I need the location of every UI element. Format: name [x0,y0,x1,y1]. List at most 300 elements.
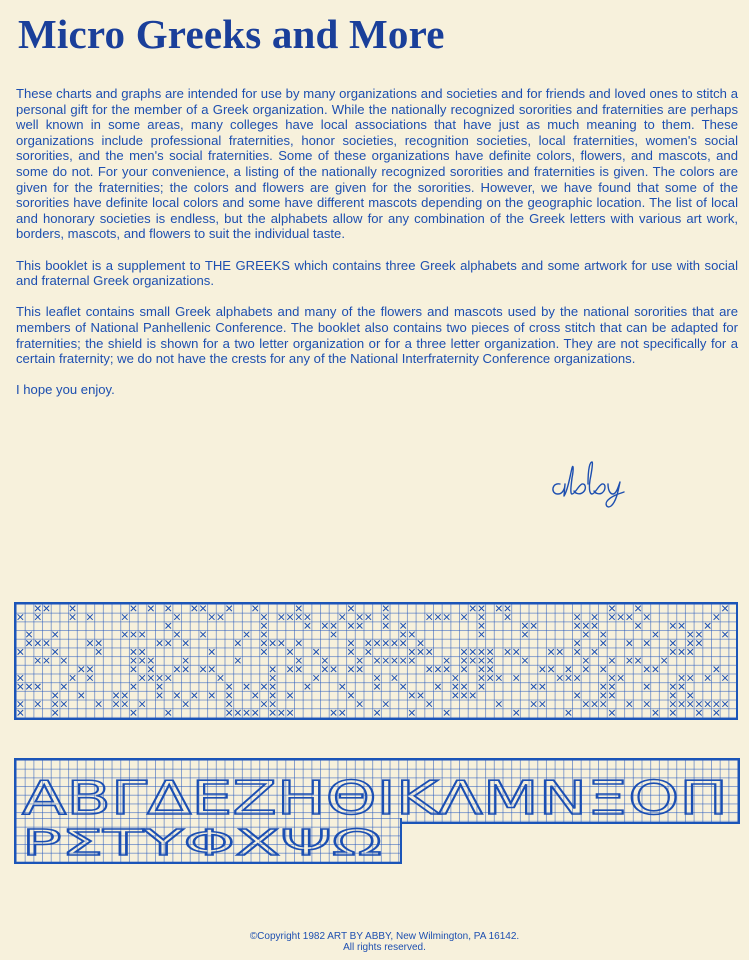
cross-stitch-mark [261,614,267,620]
cross-stitch-mark [340,614,346,620]
cross-stitch-mark [279,640,285,646]
cross-stitch-mark [18,614,24,620]
cross-stitch-mark [635,623,641,629]
cross-stitch-mark [313,675,319,681]
cross-stitch-mark [679,684,685,690]
cross-stitch-mark [148,606,154,612]
cross-stitch-mark [322,658,328,664]
cross-stitch-mark [113,693,119,699]
cross-stitch-mark [357,701,363,707]
cross-stitch-mark [166,623,172,629]
copyright-line: ©Copyright 1982 ART BY ABBY, New Wilmington, PA 16142. [249,931,520,942]
cross-stitch-mark [26,640,32,646]
cross-stitch-mark [688,693,694,699]
cross-stitch-mark [574,614,580,620]
cross-stitch-mark [348,640,354,646]
cross-stitch-mark [635,658,641,664]
cross-stitch-mark [122,614,128,620]
cross-stitch-mark [148,675,154,681]
cross-stitch-mark [52,632,58,638]
cross-stitch-mark [183,640,189,646]
cross-stitch-mark [444,658,450,664]
cross-stitch-mark [409,658,415,664]
cross-stitch-mark [470,606,476,612]
cross-stitch-mark [557,649,563,655]
cross-stitch-mark [679,675,685,681]
cross-stitch-mark [287,649,293,655]
cross-stitch-mark [409,710,415,716]
cross-stitch-mark [366,640,372,646]
cross-stitch-mark [548,649,554,655]
cross-stitch-mark [35,606,41,612]
cross-stitch-mark [331,632,337,638]
alphabet-row-2: PΣTYΦXΨΩ [22,823,382,864]
cross-stitch-mark [392,658,398,664]
cross-stitch-mark [548,667,554,673]
cross-stitch-mark [679,623,685,629]
cross-stitch-mark [644,640,650,646]
cross-stitch-mark [400,684,406,690]
cross-stitch-mark [688,701,694,707]
cross-stitch-mark [296,640,302,646]
cross-stitch-mark [444,667,450,673]
cross-stitch-mark [618,614,624,620]
cross-stitch-mark [174,693,180,699]
cross-stitch-mark [200,632,206,638]
intro-text [16,86,738,413]
cross-stitch-mark [461,667,467,673]
cross-stitch-mark [670,701,676,707]
cross-stitch-mark [139,649,145,655]
cross-stitch-mark [574,623,580,629]
cross-stitch-mark [209,693,215,699]
cross-stitch-mark [496,701,502,707]
cross-stitch-mark [18,675,24,681]
cross-stitch-mark [479,658,485,664]
cross-stitch-mark [357,658,363,664]
cross-stitch-mark [479,675,485,681]
cross-stitch-mark [540,684,546,690]
cross-stitch-mark [340,684,346,690]
cross-stitch-mark [270,640,276,646]
cross-stitch-mark [340,710,346,716]
cross-stitch-mark [18,701,24,707]
cross-stitch-mark [644,667,650,673]
cross-stitch-mark [61,684,67,690]
cross-stitch-mark [644,614,650,620]
cross-stitch-mark [87,614,93,620]
cross-stitch-mark [714,667,720,673]
cross-stitch-mark [540,701,546,707]
cross-stitch-mark [696,632,702,638]
cross-stitch-mark [487,667,493,673]
cross-stitch-mark [670,710,676,716]
cross-stitch-mark [348,667,354,673]
cross-stitch-mark [496,606,502,612]
cross-stitch-mark [627,701,633,707]
cross-stitch-mark [679,701,685,707]
cross-stitch-mark [226,693,232,699]
cross-stitch-mark [427,667,433,673]
cross-stitch-mark [44,606,50,612]
cross-stitch-mark [583,623,589,629]
cross-stitch-mark [61,658,67,664]
cross-stitch-mark [166,675,172,681]
cross-stitch-mark [574,693,580,699]
cross-stitch-mark [487,649,493,655]
cross-stitch-mark [244,684,250,690]
cross-stitch-mark [200,667,206,673]
cross-stitch-mark [609,606,615,612]
cross-stitch-mark [461,649,467,655]
cross-stitch-mark [574,649,580,655]
cross-stitch-mark [522,623,528,629]
cross-stitch-mark [653,632,659,638]
greek-alphabet-chart [14,758,738,864]
cross-stitch-mark [79,667,85,673]
cross-stitch-mark [122,693,128,699]
cross-stitch-mark [670,649,676,655]
cross-stitch-mark [70,606,76,612]
cross-stitch-mark [374,684,380,690]
cross-stitch-mark [183,701,189,707]
cross-stitch-mark [96,640,102,646]
cross-stitch-mark [592,614,598,620]
cross-stitch-mark [113,701,119,707]
cross-stitch-mark [18,710,24,716]
cross-stitch-mark [70,675,76,681]
cross-stitch-mark [296,614,302,620]
cross-stitch-marks [16,604,736,718]
cross-stitch-mark [270,675,276,681]
cross-stitch-mark [261,632,267,638]
cross-stitch-mark [96,649,102,655]
cross-stitch-mark [435,667,441,673]
cross-stitch-mark [218,675,224,681]
cross-stitch-mark [166,640,172,646]
cross-stitch-mark [479,632,485,638]
cross-stitch-mark [705,623,711,629]
cross-stitch-mark [383,606,389,612]
cross-stitch-mark [131,632,137,638]
cross-stitch-mark [531,623,537,629]
cross-stitch-mark [244,632,250,638]
cross-stitch-mark [18,649,24,655]
cross-stitch-mark [531,684,537,690]
cross-stitch-mark [566,667,572,673]
cross-stitch-mark [722,701,728,707]
cross-stitch-mark [287,693,293,699]
cross-stitch-mark [139,632,145,638]
cross-stitch-mark [374,640,380,646]
cross-stitch-mark [461,693,467,699]
cross-stitch-mark [52,710,58,716]
cross-stitch-mark [409,693,415,699]
cross-stitch-mark [96,701,102,707]
cross-stitch-mark [714,614,720,620]
cross-stitch-mark [522,658,528,664]
cross-stitch-mark [661,658,667,664]
cross-stitch-mark [714,701,720,707]
cross-stitch-mark [348,649,354,655]
cross-stitch-mark [479,649,485,655]
cross-stitch-mark [505,606,511,612]
cross-stitch-mark [427,701,433,707]
cross-stitch-mark [261,684,267,690]
cross-stitch-mark [722,606,728,612]
cross-stitch-mark [670,640,676,646]
cross-stitch-mark [453,675,459,681]
cross-stitch-mark [644,701,650,707]
cross-stitch-mark [392,640,398,646]
alphabet-row-1: ABΓΔEZHΘIKΛMNΞOΠ [22,771,728,825]
cross-stitch-mark [574,675,580,681]
cross-stitch-mark [270,701,276,707]
cross-stitch-mark [79,693,85,699]
cross-stitch-mark [131,649,137,655]
cross-stitch-mark [427,649,433,655]
cross-stitch-mark [444,614,450,620]
cross-stitch-mark [653,667,659,673]
cross-stitch-mark [583,632,589,638]
cross-stitch-mark [296,658,302,664]
cross-stitch-mark [601,640,607,646]
cross-stitch-mark [235,658,241,664]
cross-stitch-mark [696,710,702,716]
cross-stitch-mark [383,640,389,646]
cross-stitch-mark [131,667,137,673]
cross-stitch-mark [435,684,441,690]
cross-stitch-mark [383,614,389,620]
cross-stitch-mark [192,693,198,699]
signature-abby [548,456,648,508]
cross-stitch-mark [296,606,302,612]
cross-stitch-mark [131,710,137,716]
cross-stitch-mark [601,632,607,638]
cross-stitch-mark [583,701,589,707]
cross-stitch-mark [322,623,328,629]
cross-stitch-mark [383,701,389,707]
cross-stitch-mark [305,614,311,620]
cross-stitch-mark [131,658,137,664]
cross-stitch-mark [253,606,259,612]
cross-stitch-mark [226,710,232,716]
paragraph-leaflet: This leaflet contains small Greek alphabets and many of the flowers and mascots used by the national sororities that are members of National Panhellenic Conference. The booklet also contains two pieces of cross stitch that can be adapted for fraternities; the shield is shown for a two letter organization or for a three letter organization. They are not specifically for a certain fraternity; we do not have the crests for any of the National Interfraternity Conference organizations. [16,304,738,367]
cross-stitch-mark [592,701,598,707]
copyright-footer [0,931,749,953]
cross-stitch-mark [183,658,189,664]
cross-stitch-mark [722,632,728,638]
cross-stitch-mark [583,658,589,664]
cross-stitch-mark [418,693,424,699]
cross-stitch-mark [453,684,459,690]
cross-stitch-mark [244,710,250,716]
cross-stitch-mark [139,658,145,664]
cross-stitch-mark [61,701,67,707]
cross-stitch-mark [583,667,589,673]
paragraph-intro: These charts and graphs are intended for use by many organizations and societies and for friends and loved ones to stitch a personal gift for the member of a Greek organization. While the nationally recognized sororities and fraternities are perhaps well known in some areas, many colleges have local associations that have just as much meaning to them. These organizations include professional fraternities, honor societies, recognition societies, local fraternities, women's social sororities, and the men's social fraternities. Some of these organizations have definite colors, flowers, and mascots, and some do not. For your convenience, a listing of the nationally recognized sororities and fraternities is given. The colors are given for the fraternities; the colors and flowers are given for the sororities. However, we have found that some of the sororities have definite local colors and some have different mascots depending on the geographic location. The list of local and honorary societies is endless, but the alphabets allow for any combination of the Greek letters with various art work, borders, mascots, and flowers to suit the individual taste. [16,86,738,242]
cross-stitch-mark [705,675,711,681]
cross-stitch-mark [331,710,337,716]
cross-stitch-mark [574,640,580,646]
cross-stitch-mark [470,693,476,699]
rights-line: All rights reserved. [343,942,426,953]
cross-stitch-mark [183,667,189,673]
cross-stitch-mark [418,649,424,655]
cross-stitch-mark [35,658,41,664]
cross-stitch-mark [540,667,546,673]
cross-stitch-mark [601,701,607,707]
cross-stitch-mark [18,684,24,690]
cross-stitch-mark [226,701,232,707]
cross-stitch-mark [287,710,293,716]
cross-stitch-mark [35,614,41,620]
cross-stitch-mark [313,649,319,655]
cross-stitch-mark [366,614,372,620]
cross-stitch-mark [331,667,337,673]
cross-stitch-mark [688,675,694,681]
cross-stitch-mark [635,606,641,612]
cross-stitch-mark [235,640,241,646]
cross-stitch-mark [287,667,293,673]
cross-stitch-mark [122,701,128,707]
cross-stitch-mark [52,693,58,699]
cross-stitch-mark [418,640,424,646]
cross-stitch-mark [400,658,406,664]
cross-stitch-mark [261,623,267,629]
cross-stitch-mark [470,658,476,664]
cross-stitch-mark [209,614,215,620]
cross-stitch-mark [487,675,493,681]
cross-stitch-mark [226,606,232,612]
cross-stitch-mark [296,667,302,673]
cross-stitch-mark [557,675,563,681]
cross-stitch-mark [148,667,154,673]
cross-stitch-mark [157,684,163,690]
cross-stitch-mark [592,649,598,655]
cross-stitch-mark [609,658,615,664]
cross-stitch-mark [514,675,520,681]
cross-stitch-mark [52,649,58,655]
cross-stitch-mark [139,675,145,681]
cross-stitch-mark [566,710,572,716]
cross-stitch-mark [531,701,537,707]
cross-stitch-mark [261,649,267,655]
cross-stitch-mark [496,675,502,681]
cross-stitch-mark [453,693,459,699]
cross-stitch-mark [157,675,163,681]
cross-stitch-mark [209,667,215,673]
cross-stitch-mark [705,701,711,707]
cross-stitch-mark [357,623,363,629]
cross-stitch-mark [218,614,224,620]
cross-stitch-mark [348,623,354,629]
cross-stitch-mark [609,710,615,716]
cross-stitch-mark [444,710,450,716]
cross-stitch-mark [409,649,415,655]
cross-stitch-mark [35,684,41,690]
cross-stitch-mark [26,632,32,638]
cross-stitch-mark [174,667,180,673]
cross-stitch-mark [696,640,702,646]
cross-stitch-mark [157,640,163,646]
cross-stitch-mark [261,640,267,646]
cross-stitch-mark [461,658,467,664]
cross-stitch-mark [479,606,485,612]
cross-stitch-mark [505,614,511,620]
cross-stitch-mark [44,640,50,646]
cross-stitch-mark [722,675,728,681]
cross-stitch-mark [427,614,433,620]
cross-stitch-mark [279,710,285,716]
cross-stitch-mark [627,640,633,646]
cross-stitch-mark [644,684,650,690]
cross-stitch-mark [688,632,694,638]
paragraph-supplement: This booklet is a supplement to THE GREEKS which contains three Greek alphabets and some artwork for use with social and fraternal Greek organizations. [16,257,738,289]
cross-stitch-mark [609,675,615,681]
cross-stitch-mark [192,606,198,612]
cross-stitch-mark [627,614,633,620]
cross-stitch-mark [261,701,267,707]
cross-stitch-mark [479,623,485,629]
cross-stitch-mark [400,623,406,629]
cross-stitch-mark [392,675,398,681]
cross-stitch-mark [148,658,154,664]
cross-stitch-mark [322,667,328,673]
cross-stitch-mark [44,658,50,664]
cross-stitch-mark [270,684,276,690]
cross-stitch-mark [166,710,172,716]
cross-stitch-mark [366,649,372,655]
cross-stitch-mark [618,675,624,681]
cross-stitch-mark [514,649,520,655]
cross-stitch-mark [131,684,137,690]
cross-stitch-mark [627,658,633,664]
cross-stitch-mark [609,614,615,620]
cross-stitch-mark [479,667,485,673]
cross-stitch-mark [253,693,259,699]
cross-stitch-mark [435,614,441,620]
cross-stitch-mark [305,623,311,629]
cross-stitch-mark [461,614,467,620]
cross-stitch-mark [270,693,276,699]
cross-stitch-mark [253,710,259,716]
cross-stitch-mark [487,658,493,664]
cross-stitch-mark [131,606,137,612]
cross-stitch-mark [52,701,58,707]
cross-stitch-mark [670,684,676,690]
cross-stitch-mark [348,693,354,699]
cross-stitch-mark [696,701,702,707]
cross-stitch-mark [670,623,676,629]
cross-stitch-mark [601,684,607,690]
cross-stitch-mark [209,649,215,655]
cross-stitch-mark [270,710,276,716]
cross-stitch-mark [35,701,41,707]
cross-stitch-mark [174,614,180,620]
cross-stitch-mark [270,667,276,673]
cross-stitch-mark [566,675,572,681]
cross-stitch-mark [87,675,93,681]
cross-stitch-mark [374,675,380,681]
greek-letters-cross-stitch-chart [14,602,738,720]
cross-stitch-mark [479,684,485,690]
cross-stitch-mark [279,614,285,620]
cross-stitch-mark [470,649,476,655]
cross-stitch-mark [200,606,206,612]
cross-stitch-mark [670,693,676,699]
cross-stitch-mark [688,649,694,655]
